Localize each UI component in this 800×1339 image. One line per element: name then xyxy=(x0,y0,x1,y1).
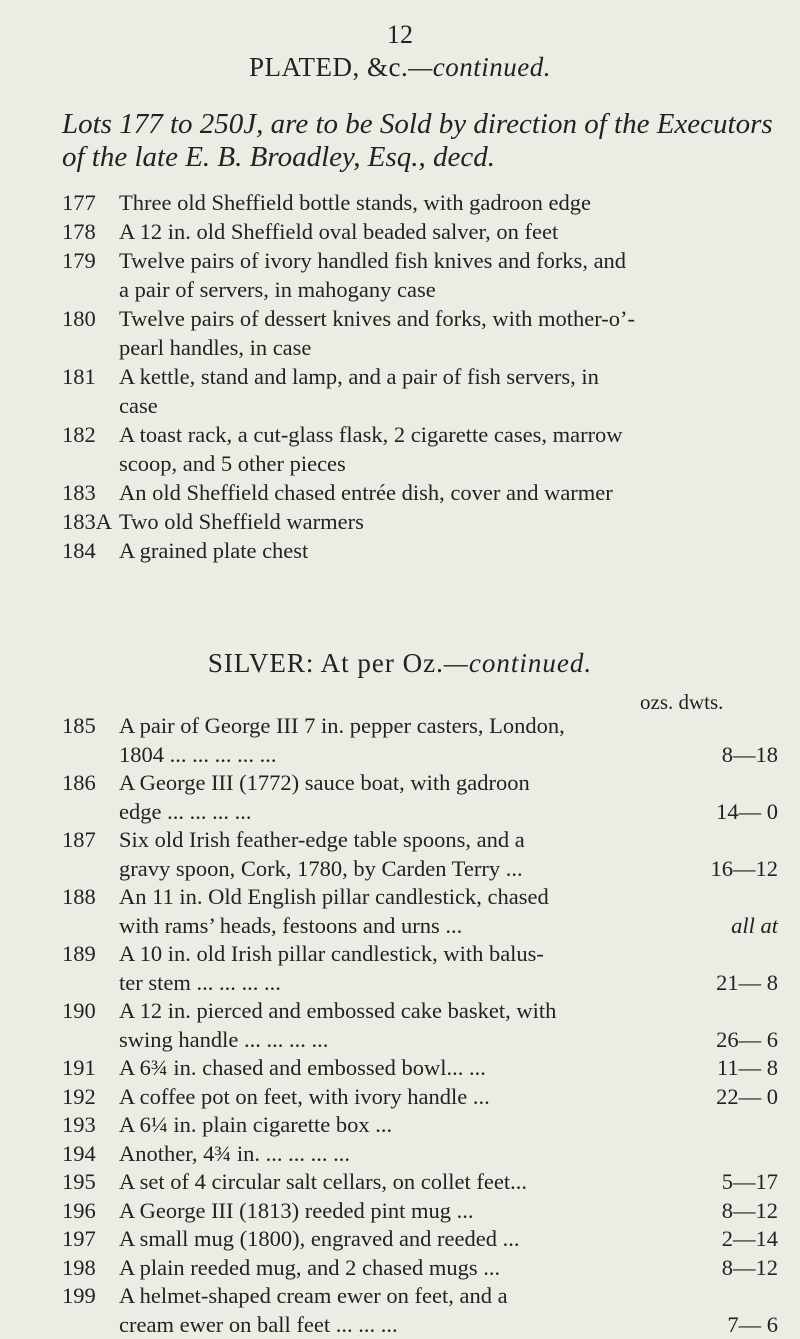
lot-description: A set of 4 circular salt cellars, on collet feet... xyxy=(119,1168,678,1197)
lot-row xyxy=(62,217,778,246)
lot-row xyxy=(62,420,778,478)
lot-number: 182 xyxy=(62,420,119,478)
silver-lot-line xyxy=(62,1026,778,1055)
plated-lot-list xyxy=(62,188,778,565)
lot-weight: all at xyxy=(678,912,778,941)
lot-number: 194 xyxy=(62,1140,119,1169)
lot-description-line: case xyxy=(119,391,778,420)
lot-weight: 22— 0 xyxy=(678,1083,778,1112)
lot-description xyxy=(119,217,778,246)
intro-text: Lots 177 to 250J, are to be Sold by direction of the Executors of the late E. B. Broadley, Esq., decd. xyxy=(62,108,774,174)
running-head xyxy=(0,52,800,83)
lot-row xyxy=(62,188,778,217)
lot-number: 180 xyxy=(62,304,119,362)
silver-lot-line xyxy=(62,1168,778,1197)
silver-lot-line xyxy=(62,1054,778,1083)
lot-weight: 2—14 xyxy=(678,1225,778,1254)
lot-description: cream ewer on ball feet ... ... ... xyxy=(119,1311,678,1339)
lot-number xyxy=(62,741,119,770)
silver-lot-line xyxy=(62,912,778,941)
lot-row xyxy=(62,246,778,304)
lot-weight: 5—17 xyxy=(678,1168,778,1197)
lot-number: 188 xyxy=(62,883,119,912)
lot-description-line: a pair of servers, in mahogany case xyxy=(119,275,778,304)
silver-lot-line xyxy=(62,741,778,770)
silver-lot xyxy=(62,997,778,1054)
lot-description: A plain reeded mug, and 2 chased mugs ... xyxy=(119,1254,678,1283)
silver-lot-line xyxy=(62,1282,778,1311)
lot-number xyxy=(62,1026,119,1055)
lot-number: 184 xyxy=(62,536,119,565)
lot-description: A coffee pot on feet, with ivory handle ... xyxy=(119,1083,678,1112)
lot-number: 196 xyxy=(62,1197,119,1226)
lot-number: 195 xyxy=(62,1168,119,1197)
running-head-suffix: —continued. xyxy=(408,52,551,82)
lot-weight xyxy=(678,769,778,798)
lot-description: A 6¾ in. chased and embossed bowl... ... xyxy=(119,1054,678,1083)
silver-lot-line xyxy=(62,1083,778,1112)
lot-description-line: Twelve pairs of dessert knives and forks, with mother-o’- xyxy=(119,304,778,333)
lot-number: 186 xyxy=(62,769,119,798)
lot-number: 190 xyxy=(62,997,119,1026)
lot-description xyxy=(119,246,778,304)
lot-number xyxy=(62,855,119,884)
silver-lot-line xyxy=(62,1254,778,1283)
lot-description xyxy=(119,304,778,362)
lot-description xyxy=(119,420,778,478)
lot-description: A George III (1772) sauce boat, with gadroon xyxy=(119,769,678,798)
lot-description: A George III (1813) reeded pint mug ... xyxy=(119,1197,678,1226)
lot-weight: 8—12 xyxy=(678,1197,778,1226)
lot-description xyxy=(119,507,778,536)
running-head-main: PLATED, &c. xyxy=(249,52,408,82)
lot-number: 198 xyxy=(62,1254,119,1283)
silver-lot xyxy=(62,769,778,826)
lot-description: with rams’ heads, festoons and urns ... xyxy=(119,912,678,941)
lot-weight: 7— 6 xyxy=(678,1311,778,1339)
lot-weight xyxy=(678,1111,778,1140)
lot-number: 192 xyxy=(62,1083,119,1112)
lot-weight xyxy=(678,1140,778,1169)
lot-number: 197 xyxy=(62,1225,119,1254)
lot-weight: 11— 8 xyxy=(678,1054,778,1083)
lot-weight: 16—12 xyxy=(678,855,778,884)
silver-lot-line xyxy=(62,855,778,884)
silver-lot-line xyxy=(62,969,778,998)
lot-description: 1804 ... ... ... ... ... xyxy=(119,741,678,770)
lot-description: An 11 in. Old English pillar candlestick, chased xyxy=(119,883,678,912)
silver-lot xyxy=(62,1054,778,1083)
lot-description xyxy=(119,188,778,217)
lot-row xyxy=(62,362,778,420)
silver-lot-line xyxy=(62,1311,778,1339)
page-number: 12 xyxy=(0,20,800,50)
silver-lot-line xyxy=(62,997,778,1026)
lot-weight: 14— 0 xyxy=(678,798,778,827)
lot-weight xyxy=(678,883,778,912)
lot-number: 177 xyxy=(62,188,119,217)
silver-lot xyxy=(62,1168,778,1197)
lot-number xyxy=(62,969,119,998)
lot-number xyxy=(62,1311,119,1339)
lot-number: 193 xyxy=(62,1111,119,1140)
lot-description: edge ... ... ... ... xyxy=(119,798,678,827)
silver-lot xyxy=(62,883,778,940)
lot-weight xyxy=(678,940,778,969)
lot-description-line: scoop, and 5 other pieces xyxy=(119,449,778,478)
lot-description-line: A kettle, stand and lamp, and a pair of fish servers, in xyxy=(119,362,778,391)
lot-number: 181 xyxy=(62,362,119,420)
lot-number: 189 xyxy=(62,940,119,969)
lot-description: swing handle ... ... ... ... xyxy=(119,1026,678,1055)
silver-lot xyxy=(62,1140,778,1169)
silver-lot xyxy=(62,1254,778,1283)
silver-lot xyxy=(62,1083,778,1112)
lot-weight xyxy=(678,997,778,1026)
lot-number: 178 xyxy=(62,217,119,246)
lot-description: A 6¼ in. plain cigarette box ... xyxy=(119,1111,678,1140)
lot-description xyxy=(119,478,778,507)
lot-description: Six old Irish feather-edge table spoons, and a xyxy=(119,826,678,855)
lot-description-line: Two old Sheffield warmers xyxy=(119,507,778,536)
lot-description: Another, 4¾ in. ... ... ... ... xyxy=(119,1140,678,1169)
silver-lot-line xyxy=(62,1140,778,1169)
silver-lot xyxy=(62,1197,778,1226)
silver-lot-line xyxy=(62,1197,778,1226)
lot-description-line: Twelve pairs of ivory handled fish knives and forks, and xyxy=(119,246,778,275)
lot-description xyxy=(119,362,778,420)
silver-heading-main: SILVER: At per Oz. xyxy=(208,648,444,678)
lot-number xyxy=(62,798,119,827)
lot-number xyxy=(62,912,119,941)
silver-section-heading xyxy=(0,648,800,679)
lot-description: A small mug (1800), engraved and reeded ... xyxy=(119,1225,678,1254)
lot-description-line: Three old Sheffield bottle stands, with gadroon edge xyxy=(119,188,778,217)
lot-row xyxy=(62,507,778,536)
lot-row xyxy=(62,536,778,565)
lot-weight xyxy=(678,826,778,855)
lot-number: 191 xyxy=(62,1054,119,1083)
silver-lot-list xyxy=(62,712,778,1339)
lot-description-line: A toast rack, a cut-glass flask, 2 cigarette cases, marrow xyxy=(119,420,778,449)
lot-number: 199 xyxy=(62,1282,119,1311)
lot-weight: 26— 6 xyxy=(678,1026,778,1055)
silver-lot xyxy=(62,826,778,883)
lot-number: 183 xyxy=(62,478,119,507)
lot-description: gravy spoon, Cork, 1780, by Carden Terry ... xyxy=(119,855,678,884)
silver-lot xyxy=(62,1111,778,1140)
lot-weight: 21— 8 xyxy=(678,969,778,998)
lot-weight: 8—18 xyxy=(678,741,778,770)
lot-weight xyxy=(678,1282,778,1311)
lot-description: A pair of George III 7 in. pepper casters, London, xyxy=(119,712,678,741)
lot-description: ter stem ... ... ... ... xyxy=(119,969,678,998)
lot-weight: 8—12 xyxy=(678,1254,778,1283)
lot-description-line: An old Sheffield chased entrée dish, cover and warmer xyxy=(119,478,778,507)
lot-number: 183A xyxy=(62,507,119,536)
lot-description: A 12 in. pierced and embossed cake basket, with xyxy=(119,997,678,1026)
silver-lot xyxy=(62,940,778,997)
silver-lot-line xyxy=(62,1111,778,1140)
lot-description: A 10 in. old Irish pillar candlestick, with balus- xyxy=(119,940,678,969)
silver-lot xyxy=(62,712,778,769)
silver-lot-line xyxy=(62,798,778,827)
silver-lot-line xyxy=(62,712,778,741)
lot-description: A helmet-shaped cream ewer on feet, and a xyxy=(119,1282,678,1311)
silver-heading-suffix: —continued. xyxy=(444,648,592,678)
lot-number: 185 xyxy=(62,712,119,741)
lot-description-line: A 12 in. old Sheffield oval beaded salver, on feet xyxy=(119,217,778,246)
silver-lot-line xyxy=(62,1225,778,1254)
lot-description-line: A grained plate chest xyxy=(119,536,778,565)
silver-lot-line xyxy=(62,940,778,969)
lot-description xyxy=(119,536,778,565)
lot-description-line: pearl handles, in case xyxy=(119,333,778,362)
silver-lot xyxy=(62,1282,778,1339)
lot-number: 179 xyxy=(62,246,119,304)
lot-weight xyxy=(678,712,778,741)
lot-number: 187 xyxy=(62,826,119,855)
silver-lot-line xyxy=(62,883,778,912)
silver-lot-line xyxy=(62,826,778,855)
units-label: ozs. dwts. xyxy=(640,690,723,715)
lot-row xyxy=(62,478,778,507)
silver-lot xyxy=(62,1225,778,1254)
silver-lot-line xyxy=(62,769,778,798)
lot-row xyxy=(62,304,778,362)
